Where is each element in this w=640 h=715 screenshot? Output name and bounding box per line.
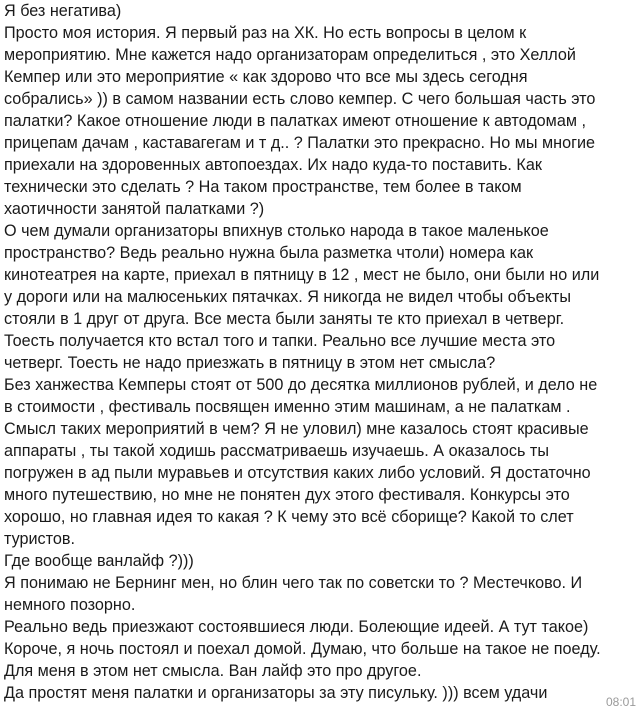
- message-timestamp: 08:01: [605, 695, 636, 709]
- message-line: пространство? Ведь реально нужна была разметка чтоли) номера как: [4, 244, 534, 262]
- message-line: Кемпер или это мероприятие « как здорово что все мы здесь сегодня: [4, 68, 528, 86]
- message-line: Смысл таких мероприятий в чем? Я не уловил) мне казалось стоят красивые: [4, 420, 589, 438]
- message-line: Реально ведь приезжают состоявшиеся люди. Болеющие идеей. А тут такое): [4, 618, 589, 636]
- message-line: палатки? Какое отношение люди в палатках имеют отношение к автодомам ,: [4, 112, 586, 130]
- message-line: четверг. Тоесть не надо приезжать в пятницу в этом нет смысла?: [4, 354, 496, 372]
- message-line: Для меня в этом нет смысла. Ван лайф это про другое.: [4, 662, 422, 680]
- message-line: приехали на здоровенных автопоездах. Их надо куда-то поставить. Как: [4, 156, 542, 174]
- message-line: Да простят меня палатки и организаторы за эту писульку. ))) всем удачи: [4, 684, 548, 702]
- message-line: Я понимаю не Бернинг мен, но блин чего так по советски то ? Местечково. И: [4, 574, 583, 592]
- message-line: кинотеатрея на карте, приехал в пятницу в 12 , мест не было, они были но или: [4, 266, 600, 284]
- message-line: хаотичности занятой палатками ?): [4, 200, 265, 218]
- message-line: туристов.: [4, 530, 75, 548]
- message-line: О чем думали организаторы впихнув столько народа в такое маленькое: [4, 222, 549, 240]
- message-line: немного позорно.: [4, 596, 136, 614]
- message-line: Я без негатива): [4, 2, 122, 20]
- message-line: Короче, я ночь постоял и поехал домой. Думаю, что больше на такое не поеду.: [4, 640, 601, 658]
- message-line: мероприятию. Мне кажется надо организаторам определиться , это Хеллой: [4, 46, 576, 64]
- message-line: прицепам дачам , каставагегам и т д.. ? Палатки это прекрасно. Но мы многие: [4, 134, 596, 152]
- message-line: Где вообще ванлайф ?))): [4, 552, 194, 570]
- message-line: хорошо, но главная идея то какая ? К чему это всё сборище? Какой то слет: [4, 508, 574, 526]
- message-text: [4, 0, 640, 704]
- message-line: в стоимости , фестиваль посвящен именно этим машинам, а не палаткам .: [4, 398, 571, 416]
- message-line: аппараты , ты такой ходишь рассматриваешь изучаешь. А оказалось ты: [4, 442, 549, 460]
- message-line: Тоесть получается кто встал того и тапки. Реально все лучшие места это: [4, 332, 556, 350]
- message-line: погружен в ад пыли муравьев и отсутствия каких либо условий. Я достаточно: [4, 464, 591, 482]
- message-line: много путешествию, но мне не понятен дух этого фестиваля. Конкурсы это: [4, 486, 570, 504]
- message-line: Без ханжества Кемперы стоят от 500 до десятка миллионов рублей, и дело не: [4, 376, 598, 394]
- message-line: стояли в 1 друг от друга. Все места были заняты те кто приехал в четверг.: [4, 310, 565, 328]
- message-line: собрались» )) в самом названии есть слово кемпер. С чего большая часть это: [4, 90, 596, 108]
- message-line: Просто моя история. Я первый раз на ХК. Но есть вопросы в целом к: [4, 24, 527, 42]
- message-line: технически это сделать ? На таком пространстве, тем более в таком: [4, 178, 522, 196]
- message-line: у дороги или на малюсеньких пятачках. Я никогда не видел чтобы объекты: [4, 288, 571, 306]
